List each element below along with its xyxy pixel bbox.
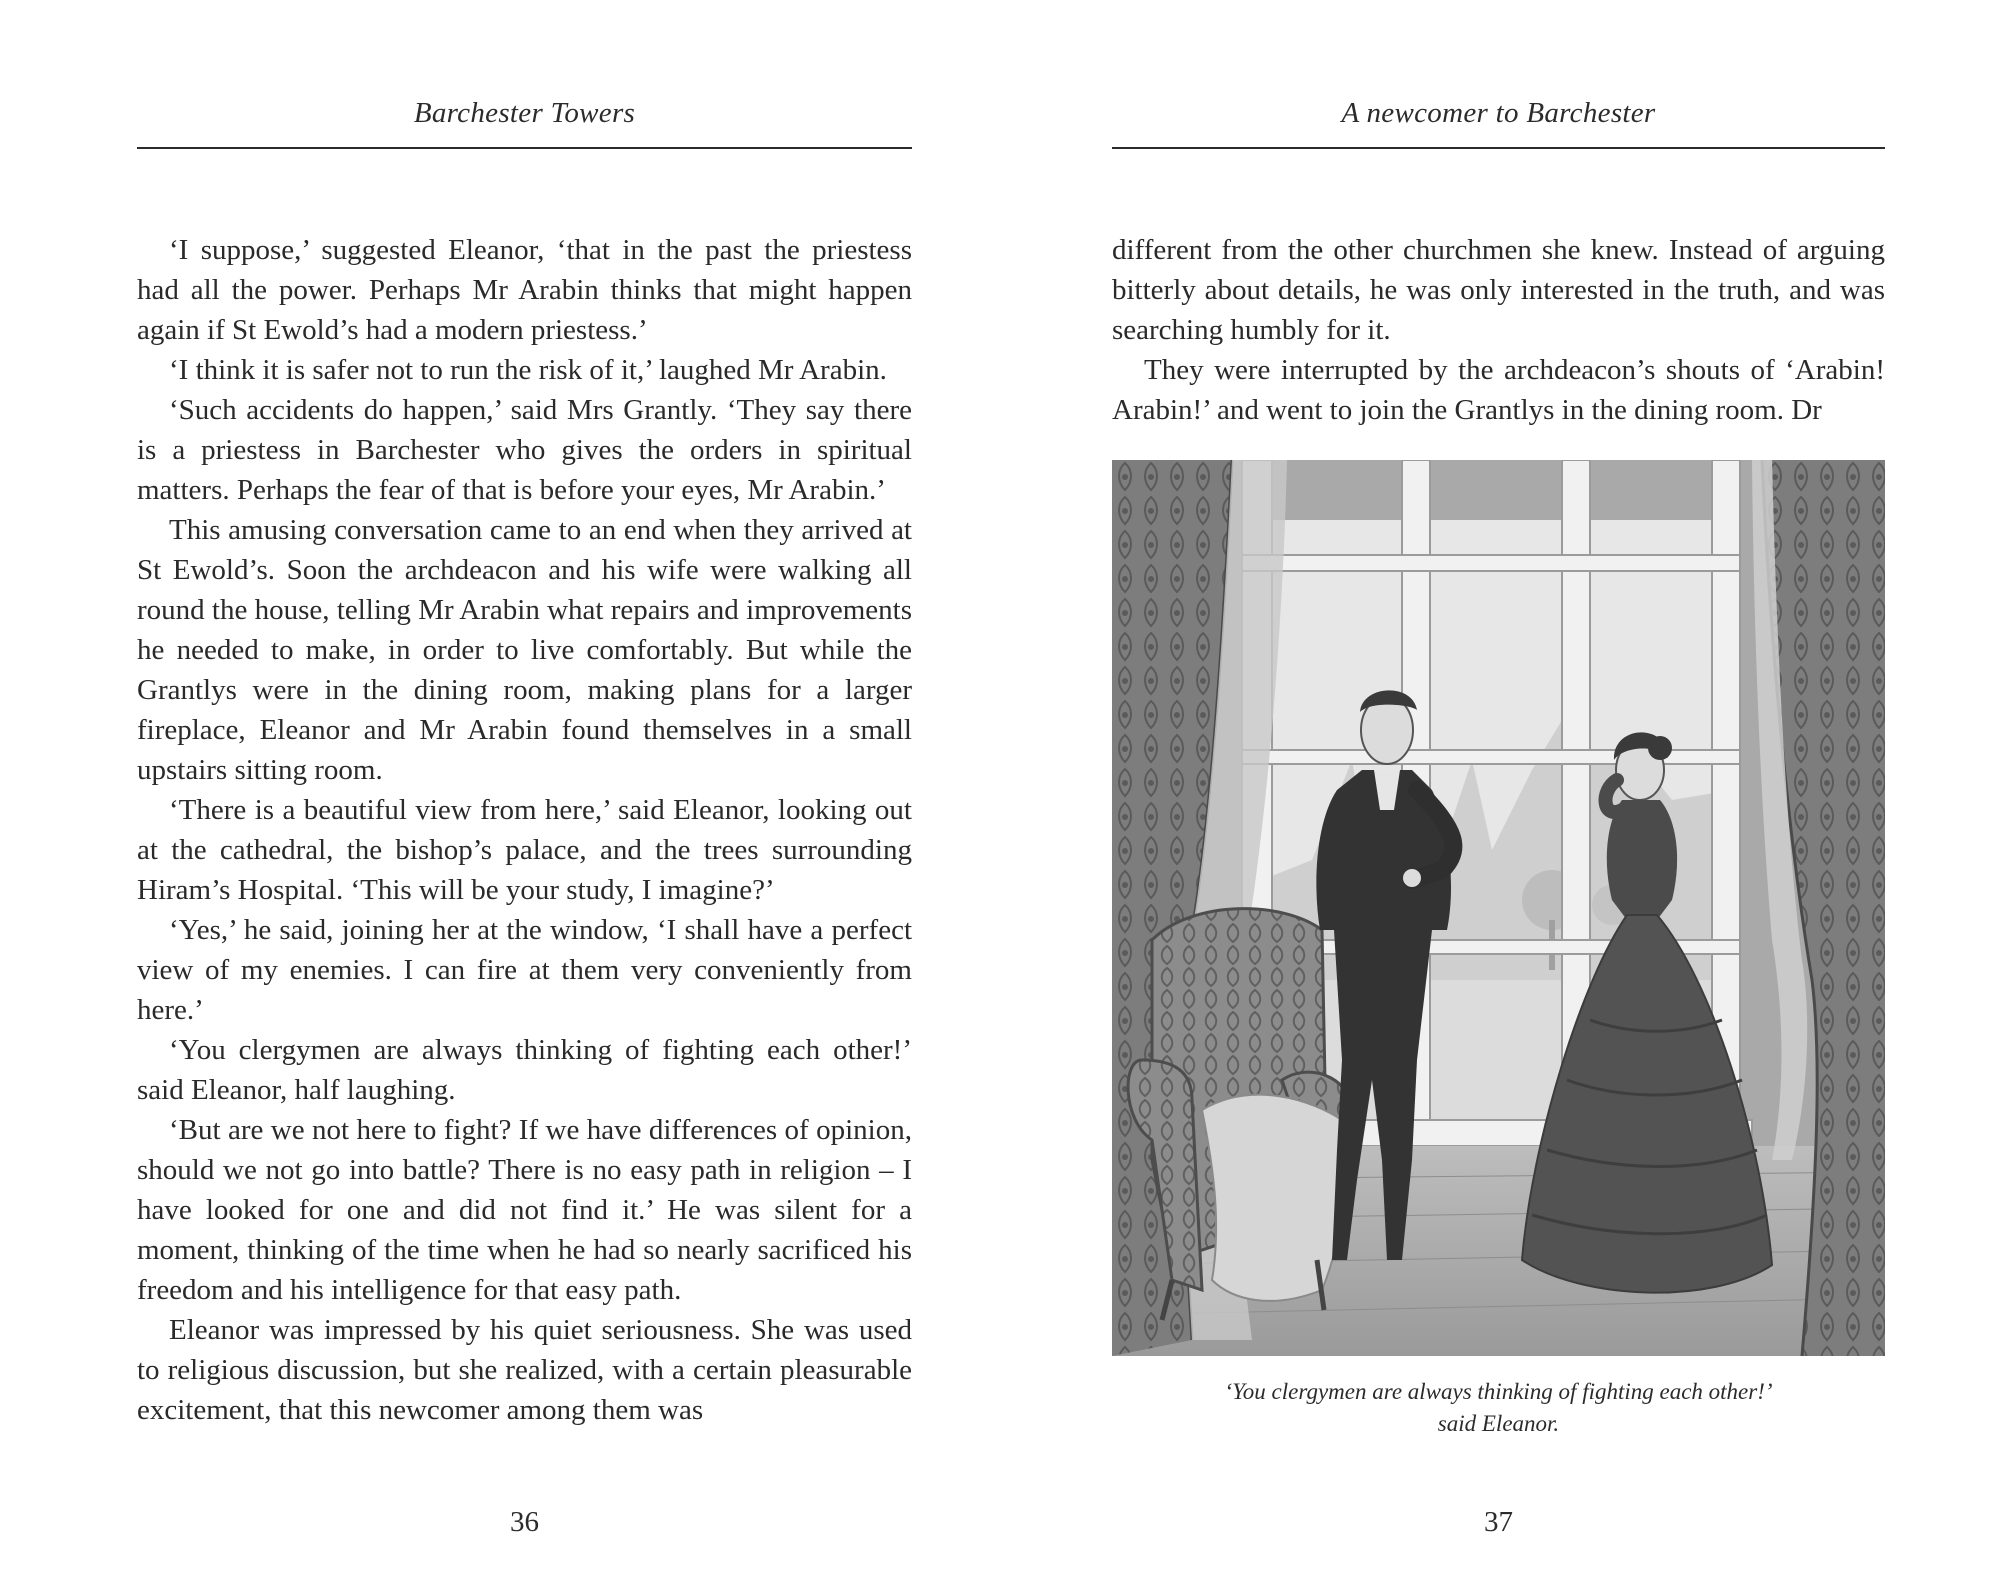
paragraph: ‘Such accidents do happen,’ said Mrs Grantly. ‘They say there is a priestess in Barchester who gives the orders in spiritual matters. Perhaps the fear of that is before your eyes, Mr Arabin.’ xyxy=(137,394,912,506)
illustration-drawing xyxy=(1112,460,1885,1356)
caption-line: ‘You clergymen are always thinking of fighting each other!’ xyxy=(1224,1379,1773,1404)
right-page xyxy=(1112,0,1885,1584)
left-page-body xyxy=(137,230,912,1430)
paragraph: ‘You clergymen are always thinking of fighting each other!’ said Eleanor, half laughing. xyxy=(137,1034,912,1106)
paragraph: ‘But are we not here to fight? If we have differences of opinion, should we not go into battle? There is no easy path in religion – I have looked for one and did not find it.’ He was silent for a moment, thinking of the time when he had so nearly sacrificed his freedom and his intelligence for that easy path. xyxy=(137,1114,912,1306)
illustration xyxy=(1112,460,1885,1356)
header-rule-right xyxy=(1112,147,1885,149)
paragraph: ‘I suppose,’ suggested Eleanor, ‘that in the past the priestess had all the power. Perhaps Mr Arabin thinks that might happen again if St Ewold’s had a modern priestess.’ xyxy=(137,234,912,346)
running-head-left: Barchester Towers xyxy=(413,97,636,129)
paragraph: They were interrupted by the archdeacon’s shouts of ‘Arabin! Arabin!’ and went to join the Grantlys in the dining room. Dr xyxy=(1112,354,1885,426)
header-rule-left xyxy=(137,147,912,149)
right-page-body xyxy=(1112,230,1885,430)
caption-line: said Eleanor. xyxy=(1437,1411,1560,1436)
left-page xyxy=(137,0,912,1584)
paragraph: ‘There is a beautiful view from here,’ said Eleanor, looking out at the cathedral, the bishop’s palace, and the trees surrounding Hiram’s Hospital. ‘This will be your study, I imagine?’ xyxy=(137,794,912,906)
page-number-right: 37 xyxy=(1484,1506,1513,1538)
paragraph: This amusing conversation came to an end when they arrived at St Ewold’s. Soon the archdeacon and his wife were walking all round the house, telling Mr Arabin what repairs and improvements he needed to make, in order to live comfortably. But while the Grantlys were in the dining room, making plans for a larger fireplace, Eleanor and Mr Arabin found themselves in a small upstairs sitting room. xyxy=(137,514,912,786)
paragraph: ‘Yes,’ he said, joining her at the window, ‘I shall have a perfect view of my enemies. I can fire at them very conveniently from here.’ xyxy=(137,914,912,1026)
page-number-left: 36 xyxy=(510,1506,539,1538)
paragraph: ‘I think it is safer not to run the risk of it,’ laughed Mr Arabin. xyxy=(169,354,887,386)
illustration-caption xyxy=(1112,1376,1885,1440)
paragraph: different from the other churchmen she knew. Instead of arguing bitterly about details, he was only interested in the truth, and was searching humbly for it. xyxy=(1112,234,1885,346)
paragraph: Eleanor was impressed by his quiet seriousness. She was used to religious discussion, but she realized, with a certain pleasurable excitement, that this newcomer among them was xyxy=(137,1314,912,1426)
running-head-right: A newcomer to Barchester xyxy=(1341,97,1656,129)
